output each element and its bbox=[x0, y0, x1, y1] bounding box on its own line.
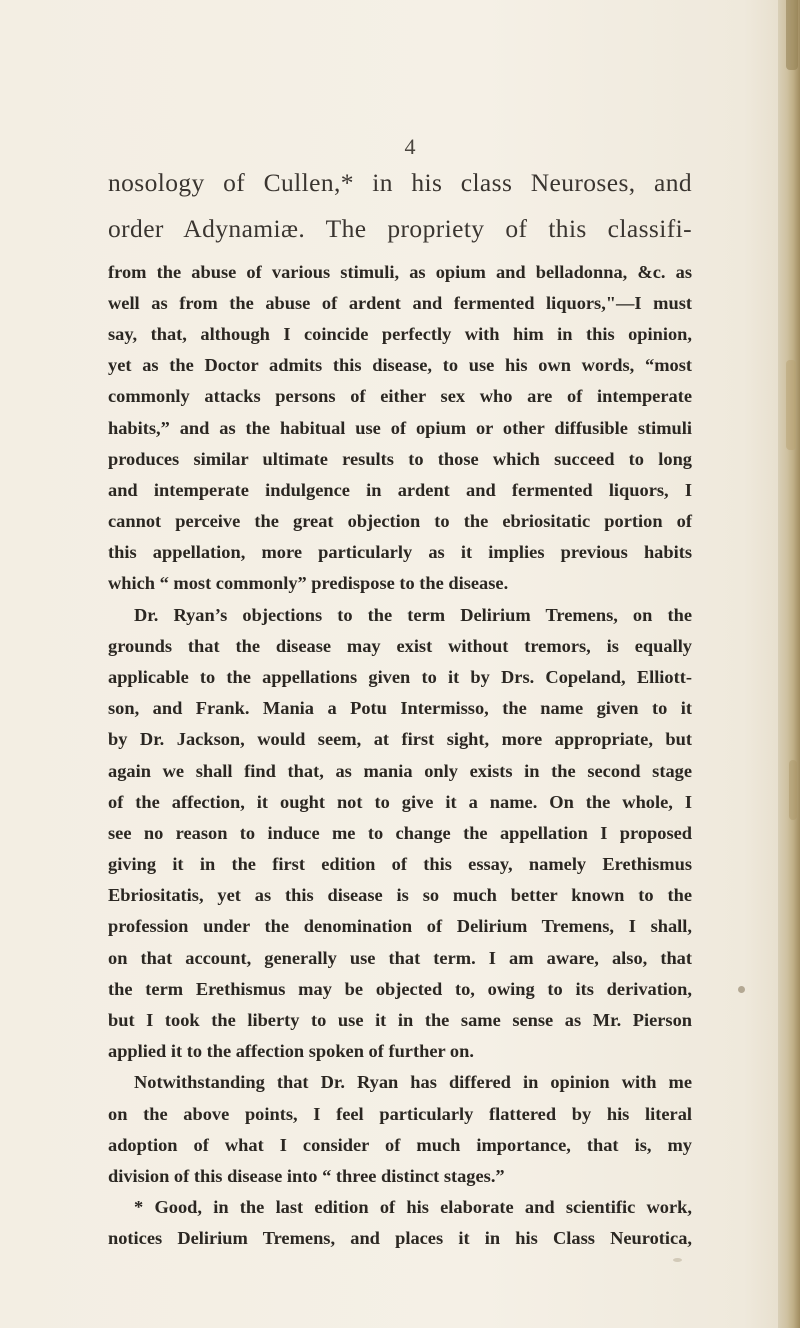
text-line: Dr. Ryan’s objections to the term Delirium Tremens, on the bbox=[134, 605, 692, 625]
page-number: 4 bbox=[404, 134, 416, 159]
text-line: nosology of Cullen,* in his class Neuroses, and bbox=[108, 168, 692, 197]
text-line: well as from the abuse of ardent and fermented liquors,"—I must bbox=[108, 293, 692, 313]
page-edge-shadow bbox=[778, 0, 800, 1328]
text-line: say, that, although I coincide perfectly with him in this opinion, bbox=[108, 324, 692, 344]
text-line: on the above points, I feel particularly flattered by his literal bbox=[108, 1104, 692, 1124]
text-line: which “ most commonly” predispose to the disease. bbox=[108, 573, 509, 593]
text-line: adoption of what I consider of much importance, that is, my bbox=[108, 1135, 692, 1155]
text-line: the term Erethismus may be objected to, owing to its derivation, bbox=[108, 979, 692, 999]
edge-stain bbox=[789, 760, 797, 820]
text-line: yet as the Doctor admits this disease, to use his own words, “most bbox=[108, 355, 692, 375]
text-line: applicable to the appellations given to it by Drs. Copeland, Elliott- bbox=[108, 667, 692, 687]
ink-speck bbox=[738, 986, 745, 993]
text-line: applied it to the affection spoken of further on. bbox=[108, 1041, 474, 1061]
text-line: order Adynamiæ. The propriety of this classifi- bbox=[108, 214, 692, 243]
text-line: habits,” and as the habitual use of opium or other diffusible stimuli bbox=[108, 418, 692, 438]
edge-stain bbox=[786, 360, 796, 450]
text-line: this appellation, more particularly as it implies previous habits bbox=[108, 542, 692, 562]
text-line: commonly attacks persons of either sex who are of intemperate bbox=[108, 386, 692, 406]
text-line: from the abuse of various stimuli, as opium and belladonna, &c. as bbox=[108, 262, 692, 282]
text-line: division of this disease into “ three distinct stages.” bbox=[108, 1166, 505, 1186]
text-line: Notwithstanding that Dr. Ryan has differed in opinion with me bbox=[134, 1072, 692, 1092]
footnote-line: * Good, in the last edition of his elaborate and scientific work, bbox=[134, 1197, 692, 1217]
text-line: by Dr. Jackson, would seem, at first sight, more appropriate, but bbox=[108, 729, 692, 749]
edge-stain bbox=[786, 0, 798, 70]
footnote-line: notices Delirium Tremens, and places it in his Class Neurotica, bbox=[108, 1228, 692, 1248]
text-line: on that account, generally use that term. I am aware, also, that bbox=[108, 948, 692, 968]
text-line: giving it in the first edition of this essay, namely Erethismus bbox=[108, 854, 692, 874]
text-line: grounds that the disease may exist without tremors, is equally bbox=[108, 636, 692, 656]
text-line: profession under the denomination of Delirium Tremens, I shall, bbox=[108, 916, 692, 936]
text-line: produces similar ultimate results to those which succeed to long bbox=[108, 449, 692, 469]
text-line: again we shall find that, as mania only exists in the second stage bbox=[108, 761, 692, 781]
text-line: of the affection, it ought not to give it a name. On the whole, I bbox=[108, 792, 692, 812]
text-line: son, and Frank. Mania a Potu Intermisso, the name given to it bbox=[108, 698, 692, 718]
text-line: cannot perceive the great objection to the ebriositatic portion of bbox=[108, 511, 692, 531]
text-line: Ebriositatis, yet as this disease is so much better known to the bbox=[108, 885, 692, 905]
text-line: but I took the liberty to use it in the same sense as Mr. Pierson bbox=[108, 1010, 692, 1030]
text-line: and intemperate indulgence in ardent and fermented liquors, I bbox=[108, 480, 692, 500]
ink-speck bbox=[673, 1258, 682, 1262]
text-line: see no reason to induce me to change the appellation I proposed bbox=[108, 823, 692, 843]
